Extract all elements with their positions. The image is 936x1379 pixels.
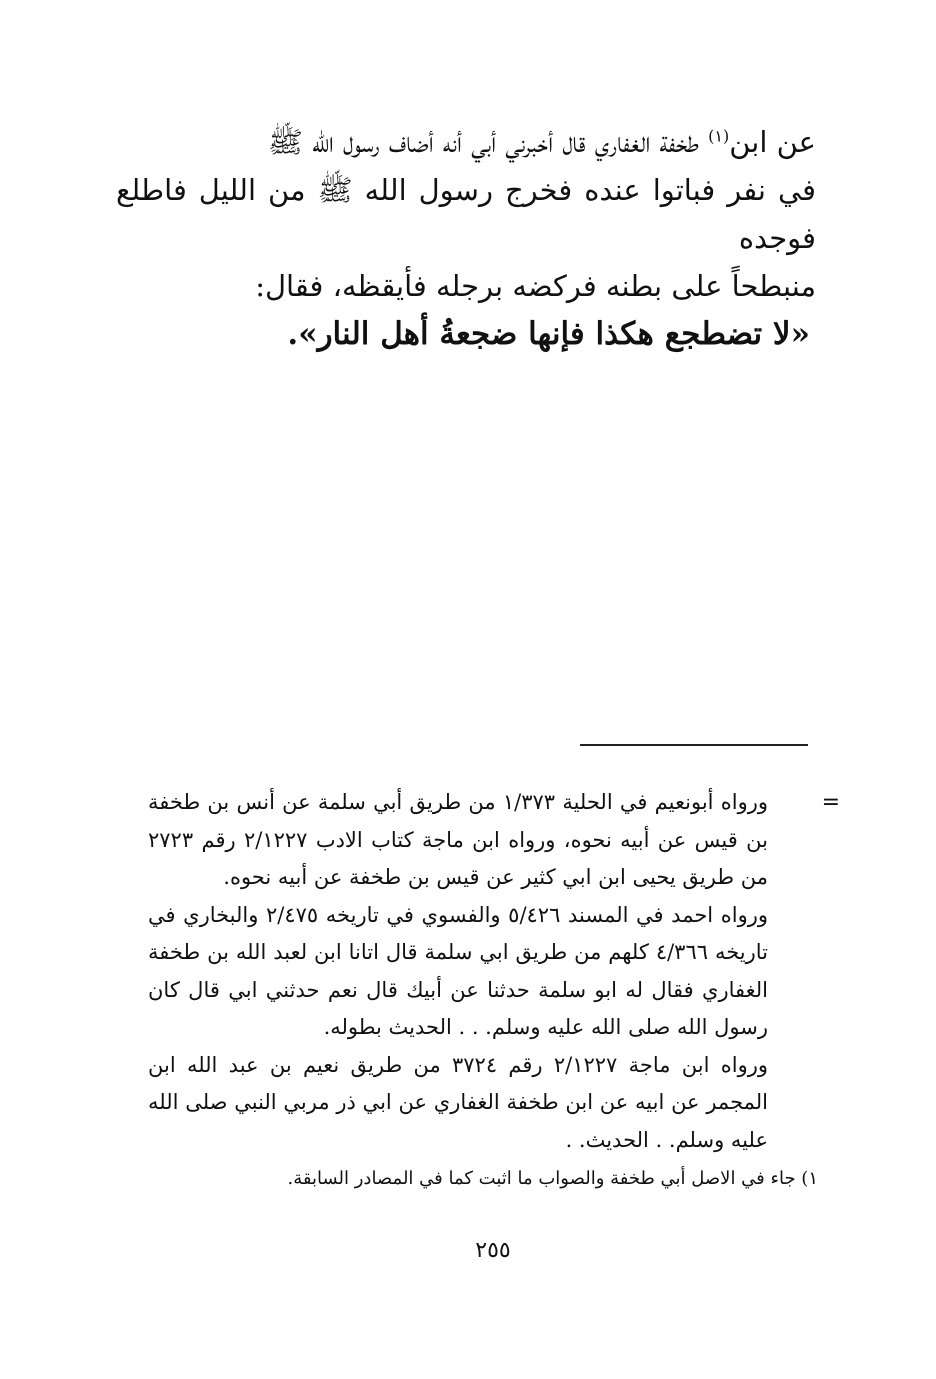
main-line-1-rest: طخفة الغفاري قال أخبرني أبي أنه أضاف رسول الله ﷺ	[267, 125, 709, 159]
hadith-text: «لا تضطجع هكذا فإنها ضجعةُ أهل النار».	[287, 316, 810, 352]
main-line-1-start: عن ابن	[729, 125, 816, 159]
footnote-separator	[580, 744, 808, 746]
footnote-text: جاء في الاصل أبي طخفة والصواب ما اثبت كما في المصادر السابقة.	[287, 1168, 802, 1189]
note-paragraph-3: ورواه ابن ماجة ٢/١٢٢٧ رقم ٣٧٢٤ من طريق نعيم بن عبد الله ابن المجمر عن ابيه عن ابن طخفة الغفاري عن ابي ذر مربي النبي صلى الله عليه وسلم. . الحديث. .	[148, 1052, 769, 1152]
footnote-1	[138, 1164, 818, 1194]
main-line-3: منبطحاً على بطنه فركضه برجله فأيقظه، فقال:	[255, 269, 816, 303]
footnote-reference[interactable]: (١)	[708, 126, 730, 146]
note-paragraph-1: ورواه أبونعيم في الحلية ١/٣٧٣ من طريق أبي سلمة عن أنس بن طخفة بن قيس عن أبيه نحوه، ورواه ابن ماجة كتاب الادب ٢/١٢٢٧ رقم ٢٧٢٣ من طريق يحيى ابن ابي كثير عن قيس بن طخفة عن أبيه نحوه.	[148, 790, 768, 889]
continuation-mark: =	[821, 790, 840, 815]
page-number: ٢٥٥	[475, 1238, 511, 1263]
main-text	[116, 118, 816, 358]
footnote-number: ١)	[801, 1168, 818, 1189]
note-paragraph-2: ورواه احمد في المسند ٥/٤٢٦ والفسوي في تاريخه ٢/٤٧٥ والبخاري في تاريخه ٤/٣٦٦ كلهم من طريق ابي سلمة قال اتانا ابن لعبد الله بن طخفة الغفاري فقال له ابو سلمة حدثنا عن أبيك قال نعم حدثني ابي قال كان رسول الله صلى الله عليه وسلم. . . الحديث بطوله.	[148, 902, 769, 1039]
main-line-2: في نفر فباتوا عنده فخرج رسول الله ﷺ من الليل فاطلع فوجده	[116, 173, 816, 255]
main-line-1	[116, 118, 816, 166]
footnote-notes	[148, 784, 768, 1159]
